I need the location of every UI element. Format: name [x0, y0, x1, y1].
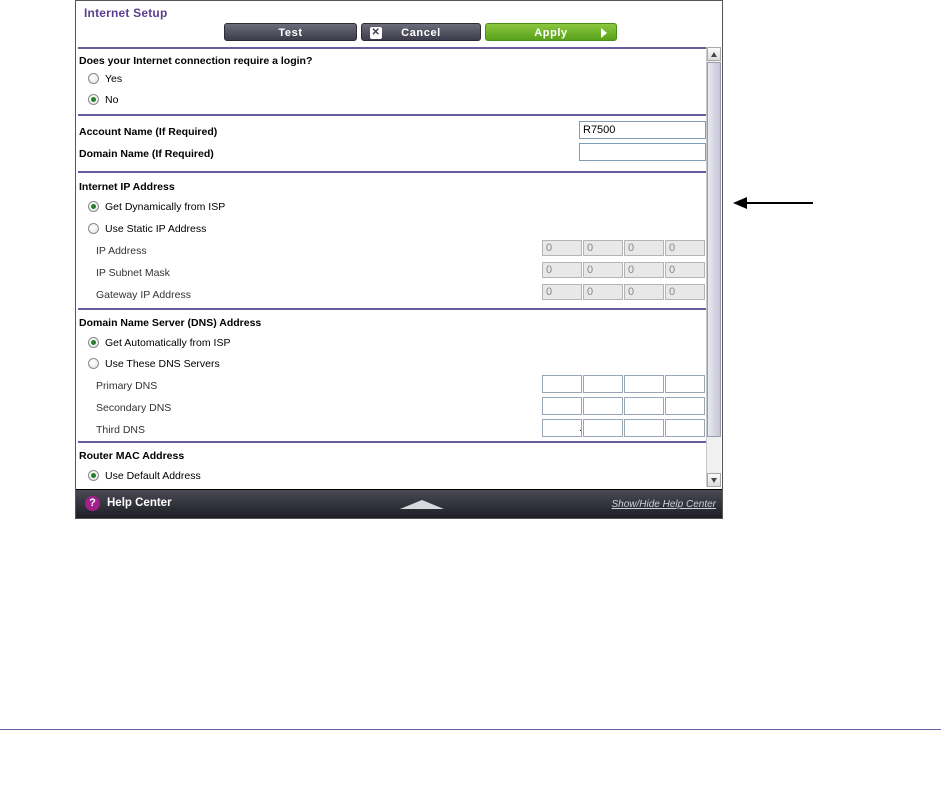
primary-dns-octet-4[interactable]: [665, 375, 705, 393]
primary-dns-octet-3[interactable]: [624, 375, 664, 393]
secondary-dns-label: Secondary DNS: [96, 402, 172, 414]
gateway-ip-octet-1[interactable]: [542, 284, 582, 300]
test-button[interactable]: Test: [224, 23, 357, 41]
arrow-shaft: [745, 202, 813, 204]
cancel-button-label: Cancel: [401, 27, 441, 39]
settings-form-scroll-area: [76, 47, 722, 487]
domain-name-label: Domain Name (If Required): [79, 148, 214, 160]
internet-ip-heading: Internet IP Address: [79, 181, 175, 193]
radio-mac-default-label: Use Default Address: [105, 470, 201, 482]
divider-dns: [78, 308, 708, 310]
primary-dns-label: Primary DNS: [96, 380, 158, 392]
scrollbar-thumb[interactable]: [707, 62, 721, 437]
radio-dns-manual[interactable]: [88, 358, 99, 369]
close-icon: ✕: [371, 27, 381, 38]
ip-subnet-mask-octet-4[interactable]: [665, 262, 705, 278]
third-dns-octet-1[interactable]: [542, 419, 582, 437]
divider-account: [78, 114, 708, 116]
radio-login-no[interactable]: [88, 94, 99, 105]
radio-dns-auto[interactable]: [88, 337, 99, 348]
scroll-down-button[interactable]: [707, 473, 721, 487]
panel-title-row: [76, 1, 722, 25]
ip-address-octet-4[interactable]: [665, 240, 705, 256]
login-question-label: Does your Internet connection require a login?: [79, 55, 313, 67]
radio-ip-static[interactable]: [88, 223, 99, 234]
annotation-arrow: [733, 195, 813, 211]
ip-address-octet-3[interactable]: [624, 240, 664, 256]
page-footer-rule: [0, 729, 941, 730]
third-dns-octet-2[interactable]: [583, 419, 623, 437]
settings-form-content: [76, 47, 708, 487]
expand-caret-icon[interactable]: [400, 500, 444, 509]
apply-button-label: Apply: [534, 27, 568, 39]
chevron-down-icon: [711, 478, 717, 483]
apply-button[interactable]: [485, 23, 617, 41]
third-dns-label: Third DNS: [96, 424, 146, 436]
third-dns-dot-1: .: [579, 423, 582, 434]
ip-subnet-mask-label: IP Subnet Mask: [96, 267, 170, 279]
help-center-bar: [76, 489, 722, 518]
divider-mac: [78, 441, 708, 443]
radio-login-no-label: No: [105, 94, 119, 106]
action-button-bar: [76, 23, 722, 45]
gateway-ip-octet-2[interactable]: [583, 284, 623, 300]
internet-setup-panel: [75, 0, 723, 519]
account-name-label: Account Name (If Required): [79, 126, 218, 138]
radio-login-yes-label: Yes: [105, 73, 123, 85]
divider-top: [78, 47, 708, 49]
secondary-dns-octet-3[interactable]: [624, 397, 664, 415]
help-center-label: Help Center: [107, 497, 172, 509]
radio-ip-static-label: Use Static IP Address: [105, 223, 207, 235]
page-title: Internet Setup: [84, 6, 168, 20]
account-name-input[interactable]: [579, 121, 706, 139]
gateway-ip-octet-4[interactable]: [665, 284, 705, 300]
show-hide-help-center-link[interactable]: Show/Hide Help Center: [611, 499, 716, 510]
ip-address-octet-2[interactable]: [583, 240, 623, 256]
ip-subnet-mask-octet-3[interactable]: [624, 262, 664, 278]
divider-internet-ip: [78, 171, 708, 173]
help-icon[interactable]: ?: [85, 496, 100, 511]
ip-address-label: IP Address: [96, 245, 147, 257]
domain-name-input[interactable]: [579, 143, 706, 161]
radio-mac-default[interactable]: [88, 470, 99, 481]
secondary-dns-octet-4[interactable]: [665, 397, 705, 415]
ip-subnet-mask-octet-1[interactable]: [542, 262, 582, 278]
primary-dns-octet-1[interactable]: [542, 375, 582, 393]
vertical-scrollbar[interactable]: [706, 47, 721, 487]
primary-dns-octet-2[interactable]: [583, 375, 623, 393]
secondary-dns-octet-2[interactable]: [583, 397, 623, 415]
ip-subnet-mask-octet-2[interactable]: [583, 262, 623, 278]
radio-dns-auto-label: Get Automatically from ISP: [105, 337, 231, 349]
ip-address-octet-1[interactable]: [542, 240, 582, 256]
gateway-ip-octet-3[interactable]: [624, 284, 664, 300]
radio-login-yes[interactable]: [88, 73, 99, 84]
third-dns-octet-3[interactable]: [624, 419, 664, 437]
radio-ip-dynamic[interactable]: [88, 201, 99, 212]
scroll-up-button[interactable]: [707, 47, 721, 61]
cancel-button[interactable]: [361, 23, 481, 41]
dns-heading: Domain Name Server (DNS) Address: [79, 317, 262, 329]
arrow-right-icon: [601, 28, 607, 38]
radio-dns-manual-label: Use These DNS Servers: [105, 358, 220, 370]
chevron-up-icon: [711, 52, 717, 57]
gateway-ip-label: Gateway IP Address: [96, 289, 191, 301]
third-dns-octet-4[interactable]: [665, 419, 705, 437]
router-mac-heading: Router MAC Address: [79, 450, 185, 462]
secondary-dns-octet-1[interactable]: [542, 397, 582, 415]
radio-ip-dynamic-label: Get Dynamically from ISP: [105, 201, 226, 213]
